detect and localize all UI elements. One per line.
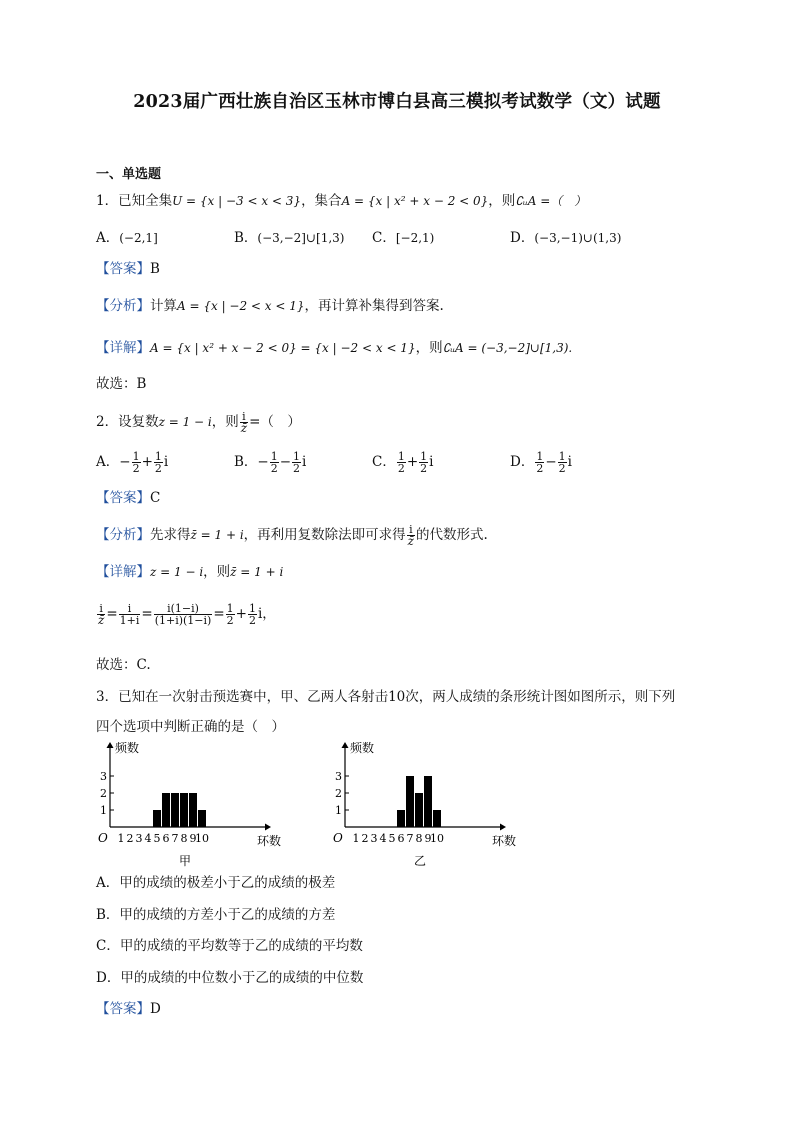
- x-tick-label: 7: [171, 832, 179, 845]
- analysis-math: z̄ = 1 + i: [190, 528, 244, 542]
- x-tick-label: 1: [352, 832, 360, 845]
- fraction-numerator: 1: [558, 450, 566, 463]
- y-tick-label: 1: [335, 804, 342, 817]
- half-fraction: [419, 451, 428, 474]
- q1-option-a: [96, 228, 158, 248]
- chart-yi: [325, 738, 545, 868]
- fraction-numerator: i: [119, 603, 141, 615]
- fraction-numerator: i(1−i): [154, 603, 213, 615]
- analysis-text: ，再利用复数除法即可求得: [243, 527, 406, 543]
- half-fraction: [132, 451, 141, 474]
- fraction-denominator: 2: [226, 614, 234, 627]
- x-tick-label: 1: [117, 832, 125, 845]
- fraction-numerator: 1: [397, 450, 405, 463]
- q1-stem-mid: ，集合: [301, 193, 342, 209]
- x-tick-label: 3: [135, 832, 143, 845]
- imag-unit: i: [163, 454, 169, 470]
- q1-option-d: [510, 228, 621, 248]
- y-axis-label: 频数: [115, 741, 140, 755]
- q3-option-b: B．甲的成绩的方差小于乙的成绩的方差: [96, 907, 336, 923]
- x-tick-label: 10: [430, 832, 444, 845]
- x-axis-label: 环数: [492, 834, 517, 848]
- q3-option-d: D．甲的成绩的中位数小于乙的成绩的中位数: [96, 970, 364, 986]
- q2-equation: $\frac{i}{z̄}$ = $\frac{i}{1+i}$ = $\frac{i(1-i)}{(1+i)(1-i)}$ = $\frac{1}{2}$ + $\frac{1}{2}$ i，: [98, 602, 276, 627]
- half-fraction: [558, 451, 567, 474]
- imag-unit: i: [302, 454, 307, 470]
- q2-option-c: [372, 451, 433, 474]
- bar: [415, 793, 423, 827]
- q1-detail: [96, 338, 572, 358]
- sign: +: [141, 454, 153, 470]
- sign: −: [257, 454, 269, 470]
- x-tick-label: 10: [195, 832, 209, 845]
- q1-answer: [96, 259, 160, 279]
- fraction-numerator: 1: [293, 450, 301, 463]
- fraction-numerator: 1: [270, 450, 278, 463]
- x-tick-label: 8: [180, 832, 188, 845]
- option-value: (−2,1]: [119, 231, 158, 245]
- q2-answer: [96, 488, 160, 508]
- answer-tag: 【答案】: [96, 261, 150, 277]
- q2-stem: [96, 411, 301, 434]
- q2-analysis: [96, 524, 488, 547]
- x-tick-label: 6: [397, 832, 405, 845]
- analysis-text: 的代数形式.: [416, 527, 488, 543]
- detail-tag: 【详解】: [96, 340, 150, 356]
- x-tick-label: 4: [379, 832, 387, 845]
- option-label: A．: [96, 454, 120, 470]
- x-tick-label: 9: [424, 832, 432, 845]
- half-fraction: [292, 451, 301, 474]
- x-tick-label: 5: [153, 832, 161, 845]
- eq-fraction: [119, 603, 141, 626]
- fraction-denominator: (1+i)(1−i): [154, 614, 212, 627]
- bar: [397, 810, 405, 827]
- q1-complement: ∁ᵤA =（ ）: [515, 194, 587, 208]
- y-tick-label: 1: [100, 804, 107, 817]
- q2-option-a: [96, 451, 168, 474]
- y-axis-arrow: [107, 742, 114, 748]
- x-tick-label: 4: [144, 832, 152, 845]
- fraction-numerator: 1: [226, 602, 234, 615]
- option-label: C．: [372, 230, 396, 246]
- imag-unit: i: [257, 606, 263, 622]
- detail-math: ∁ᵤA = (−3,−2]∪[1,3).: [442, 341, 573, 355]
- q1-stem: [96, 191, 586, 211]
- fraction-denominator: 2: [420, 462, 428, 475]
- option-value: (−3,−2]∪[1,3): [257, 231, 345, 245]
- q3-option-c: C．甲的成绩的平均数等于乙的成绩的平均数: [96, 938, 363, 954]
- fraction-denominator: 2: [397, 462, 405, 475]
- x-axis-arrow: [265, 824, 271, 831]
- option-label: D．: [510, 230, 535, 246]
- q2-stem-tail: =（ ）: [249, 414, 301, 430]
- sign: −: [545, 454, 557, 470]
- q3-stem-line2: 四个选项中判断正确的是（ ）: [96, 719, 285, 735]
- detail-math: z = 1 − i: [150, 565, 204, 579]
- analysis-tag: 【分析】: [96, 527, 150, 543]
- y-tick-label: 2: [100, 787, 107, 800]
- fraction-denominator: 2: [558, 462, 566, 475]
- detail-tag: 【详解】: [96, 564, 150, 580]
- fraction-numerator: 1: [536, 450, 544, 463]
- half-fraction: [248, 603, 257, 626]
- chart-title: 乙: [413, 854, 427, 868]
- q2-option-b: [234, 451, 306, 474]
- x-tick-label: 3: [370, 832, 378, 845]
- half-fraction: [397, 451, 406, 474]
- q1-option-c: [372, 228, 434, 248]
- eq-tail: ，: [262, 606, 276, 622]
- sign: −: [119, 454, 131, 470]
- q2-fraction: [240, 411, 248, 434]
- fraction-denominator: 2: [270, 462, 278, 475]
- q1-option-b: [234, 228, 344, 248]
- y-axis-arrow: [342, 742, 349, 748]
- q3-answer: [96, 999, 161, 1019]
- q1-stem-then: ，则: [488, 193, 516, 209]
- half-fraction: [270, 451, 279, 474]
- section-heading: 一、单选题: [96, 167, 162, 182]
- q1-set-a: A = {x | x² + x − 2 < 0}: [341, 194, 489, 208]
- fraction-denominator: 2: [293, 462, 301, 475]
- origin-label: O: [333, 831, 343, 845]
- fraction-numerator: 1: [132, 450, 140, 463]
- eq-fraction: [97, 603, 105, 626]
- x-tick-label: 5: [388, 832, 396, 845]
- analysis-text: ，再计算补集得到答案.: [304, 298, 444, 314]
- q2-stem-then: ，则: [211, 414, 239, 430]
- x-axis-arrow: [500, 824, 506, 831]
- y-tick-label: 3: [100, 770, 107, 783]
- chart-jia: [90, 738, 310, 868]
- x-tick-label: 6: [162, 832, 170, 845]
- chart-title: 甲: [178, 854, 192, 868]
- x-tick-label: 8: [415, 832, 423, 845]
- option-label: A．: [96, 230, 120, 246]
- q1-analysis: [96, 296, 444, 316]
- fraction-denominator: z̄: [240, 421, 248, 435]
- fraction-denominator: 2: [154, 462, 162, 475]
- q2-conclusion: 故选：C.: [96, 657, 151, 673]
- bar: [171, 793, 179, 827]
- fraction-denominator: 1+i: [119, 614, 140, 627]
- fraction-denominator: 2: [248, 614, 256, 627]
- analysis-math: A = {x | −2 < x < 1}: [177, 299, 305, 313]
- half-fraction: [226, 603, 235, 626]
- q1-stem-prefix: 1．已知全集: [96, 193, 173, 209]
- option-value: [−2,1): [395, 231, 435, 245]
- answer-tag: 【答案】: [96, 1001, 150, 1017]
- answer-value: D: [150, 1001, 161, 1017]
- fraction-numerator: i: [407, 524, 415, 536]
- option-value: (−3,−1)∪(1,3): [534, 231, 622, 245]
- y-tick-label: 3: [335, 770, 342, 783]
- q1-conclusion: 故选：B: [96, 376, 147, 392]
- q3-stem-line1: 3．已知在一次射击预选赛中，甲、乙两人各射击10次，两人成绩的条形统计图如图所示，则下列: [96, 689, 676, 705]
- x-axis-label: 环数: [257, 834, 282, 848]
- answer-value: C: [150, 490, 161, 506]
- x-tick-label: 7: [406, 832, 414, 845]
- detail-text: ，则: [415, 340, 443, 356]
- bar: [153, 810, 161, 827]
- bar: [189, 793, 197, 827]
- y-tick-label: 2: [335, 787, 342, 800]
- answer-tag: 【答案】: [96, 490, 150, 506]
- q2-z-def: z = 1 − i: [158, 415, 212, 429]
- bar: [406, 776, 414, 827]
- bar: [198, 810, 206, 827]
- q2-option-d: [510, 451, 572, 474]
- fraction-numerator: 1: [420, 450, 428, 463]
- option-label: B．: [234, 230, 258, 246]
- page-title: 2023届广西壮族自治区玉林市博白县高三模拟考试数学（文）试题: [133, 92, 661, 112]
- detail-text: ，则: [203, 564, 231, 580]
- q2-stem-prefix: 2．设复数: [96, 414, 159, 430]
- fraction-denominator: z̄: [98, 613, 105, 627]
- option-label: D．: [510, 454, 535, 470]
- analysis-fraction: [407, 524, 415, 547]
- q3-option-a: A．甲的成绩的极差小于乙的成绩的极差: [96, 875, 336, 891]
- q2-detail: [96, 562, 283, 582]
- imag-unit: i: [567, 454, 572, 470]
- x-tick-label: 9: [189, 832, 197, 845]
- x-tick-label: 2: [126, 832, 134, 845]
- detail-math: A = {x | x² + x − 2 < 0} = {x | −2 < x < 1}: [150, 341, 416, 355]
- half-fraction: [535, 451, 544, 474]
- fraction-numerator: 1: [248, 602, 256, 615]
- option-label: C．: [372, 454, 396, 470]
- bar: [433, 810, 441, 827]
- analysis-tag: 【分析】: [96, 298, 150, 314]
- imag-unit: i: [429, 454, 434, 470]
- fraction-numerator: 1: [154, 450, 162, 463]
- fraction-denominator: z̄: [407, 534, 414, 548]
- fraction-denominator: 2: [132, 462, 140, 475]
- bar: [424, 776, 432, 827]
- bar: [162, 793, 170, 827]
- analysis-text: 先求得: [150, 527, 191, 543]
- detail-math: z̄ = 1 + i: [230, 565, 284, 579]
- half-fraction: [154, 451, 163, 474]
- x-tick-label: 2: [361, 832, 369, 845]
- analysis-text: 计算: [150, 298, 177, 314]
- fraction-numerator: i: [240, 411, 248, 423]
- bar: [180, 793, 188, 827]
- fraction-denominator: 2: [536, 462, 544, 475]
- origin-label: O: [98, 831, 108, 845]
- eq-fraction: [154, 603, 213, 626]
- option-label: B．: [234, 454, 258, 470]
- q1-universal-set: U = {x | −3 < x < 3}: [172, 194, 302, 208]
- answer-value: B: [150, 261, 160, 277]
- sign: −: [279, 454, 292, 470]
- fraction-numerator: i: [97, 603, 105, 615]
- sign: +: [406, 454, 419, 470]
- y-axis-label: 频数: [350, 741, 375, 755]
